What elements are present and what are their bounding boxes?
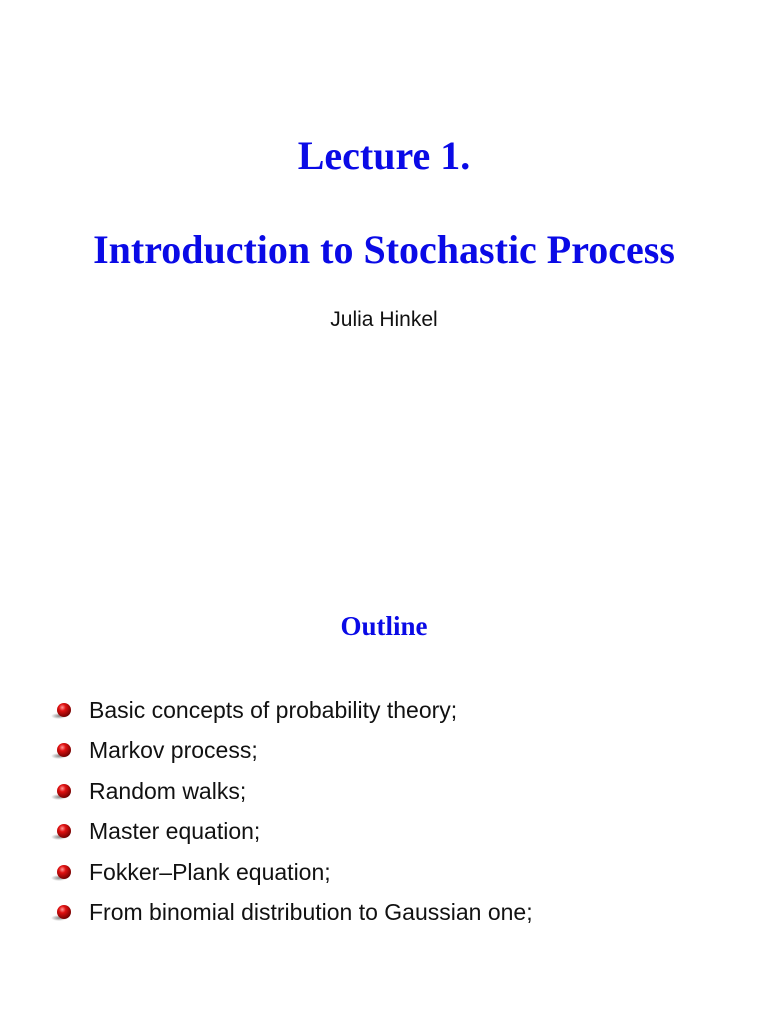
red-sphere-bullet-icon xyxy=(50,861,74,885)
list-item-text: Markov process; xyxy=(89,737,258,764)
list-item-text: Basic concepts of probability theory; xyxy=(89,697,458,723)
list-item-text: From binomial distribution to Gaussian one; xyxy=(89,898,533,925)
list-item xyxy=(50,811,533,851)
red-sphere-bullet-icon xyxy=(50,699,74,723)
author-name: Julia Hinkel xyxy=(330,308,438,331)
red-sphere-bullet-icon xyxy=(50,901,74,925)
outline-list xyxy=(50,690,533,932)
list-item xyxy=(50,892,533,932)
lecture-title: Lecture 1. xyxy=(297,133,471,178)
red-sphere-bullet-icon xyxy=(50,820,74,844)
list-item xyxy=(50,690,533,730)
outline-title: Outline xyxy=(340,611,428,641)
list-item xyxy=(50,730,533,770)
lecture-subtitle: Introduction to Stochastic Process xyxy=(93,227,675,272)
red-sphere-bullet-icon xyxy=(50,739,74,763)
list-item-text: Fokker–Plank equation; xyxy=(89,858,331,885)
list-item xyxy=(50,852,533,892)
red-sphere-bullet-icon xyxy=(50,780,74,804)
list-item-text: Random walks; xyxy=(89,777,247,804)
list-item-text: Master equation; xyxy=(89,818,261,845)
list-item xyxy=(50,771,533,811)
